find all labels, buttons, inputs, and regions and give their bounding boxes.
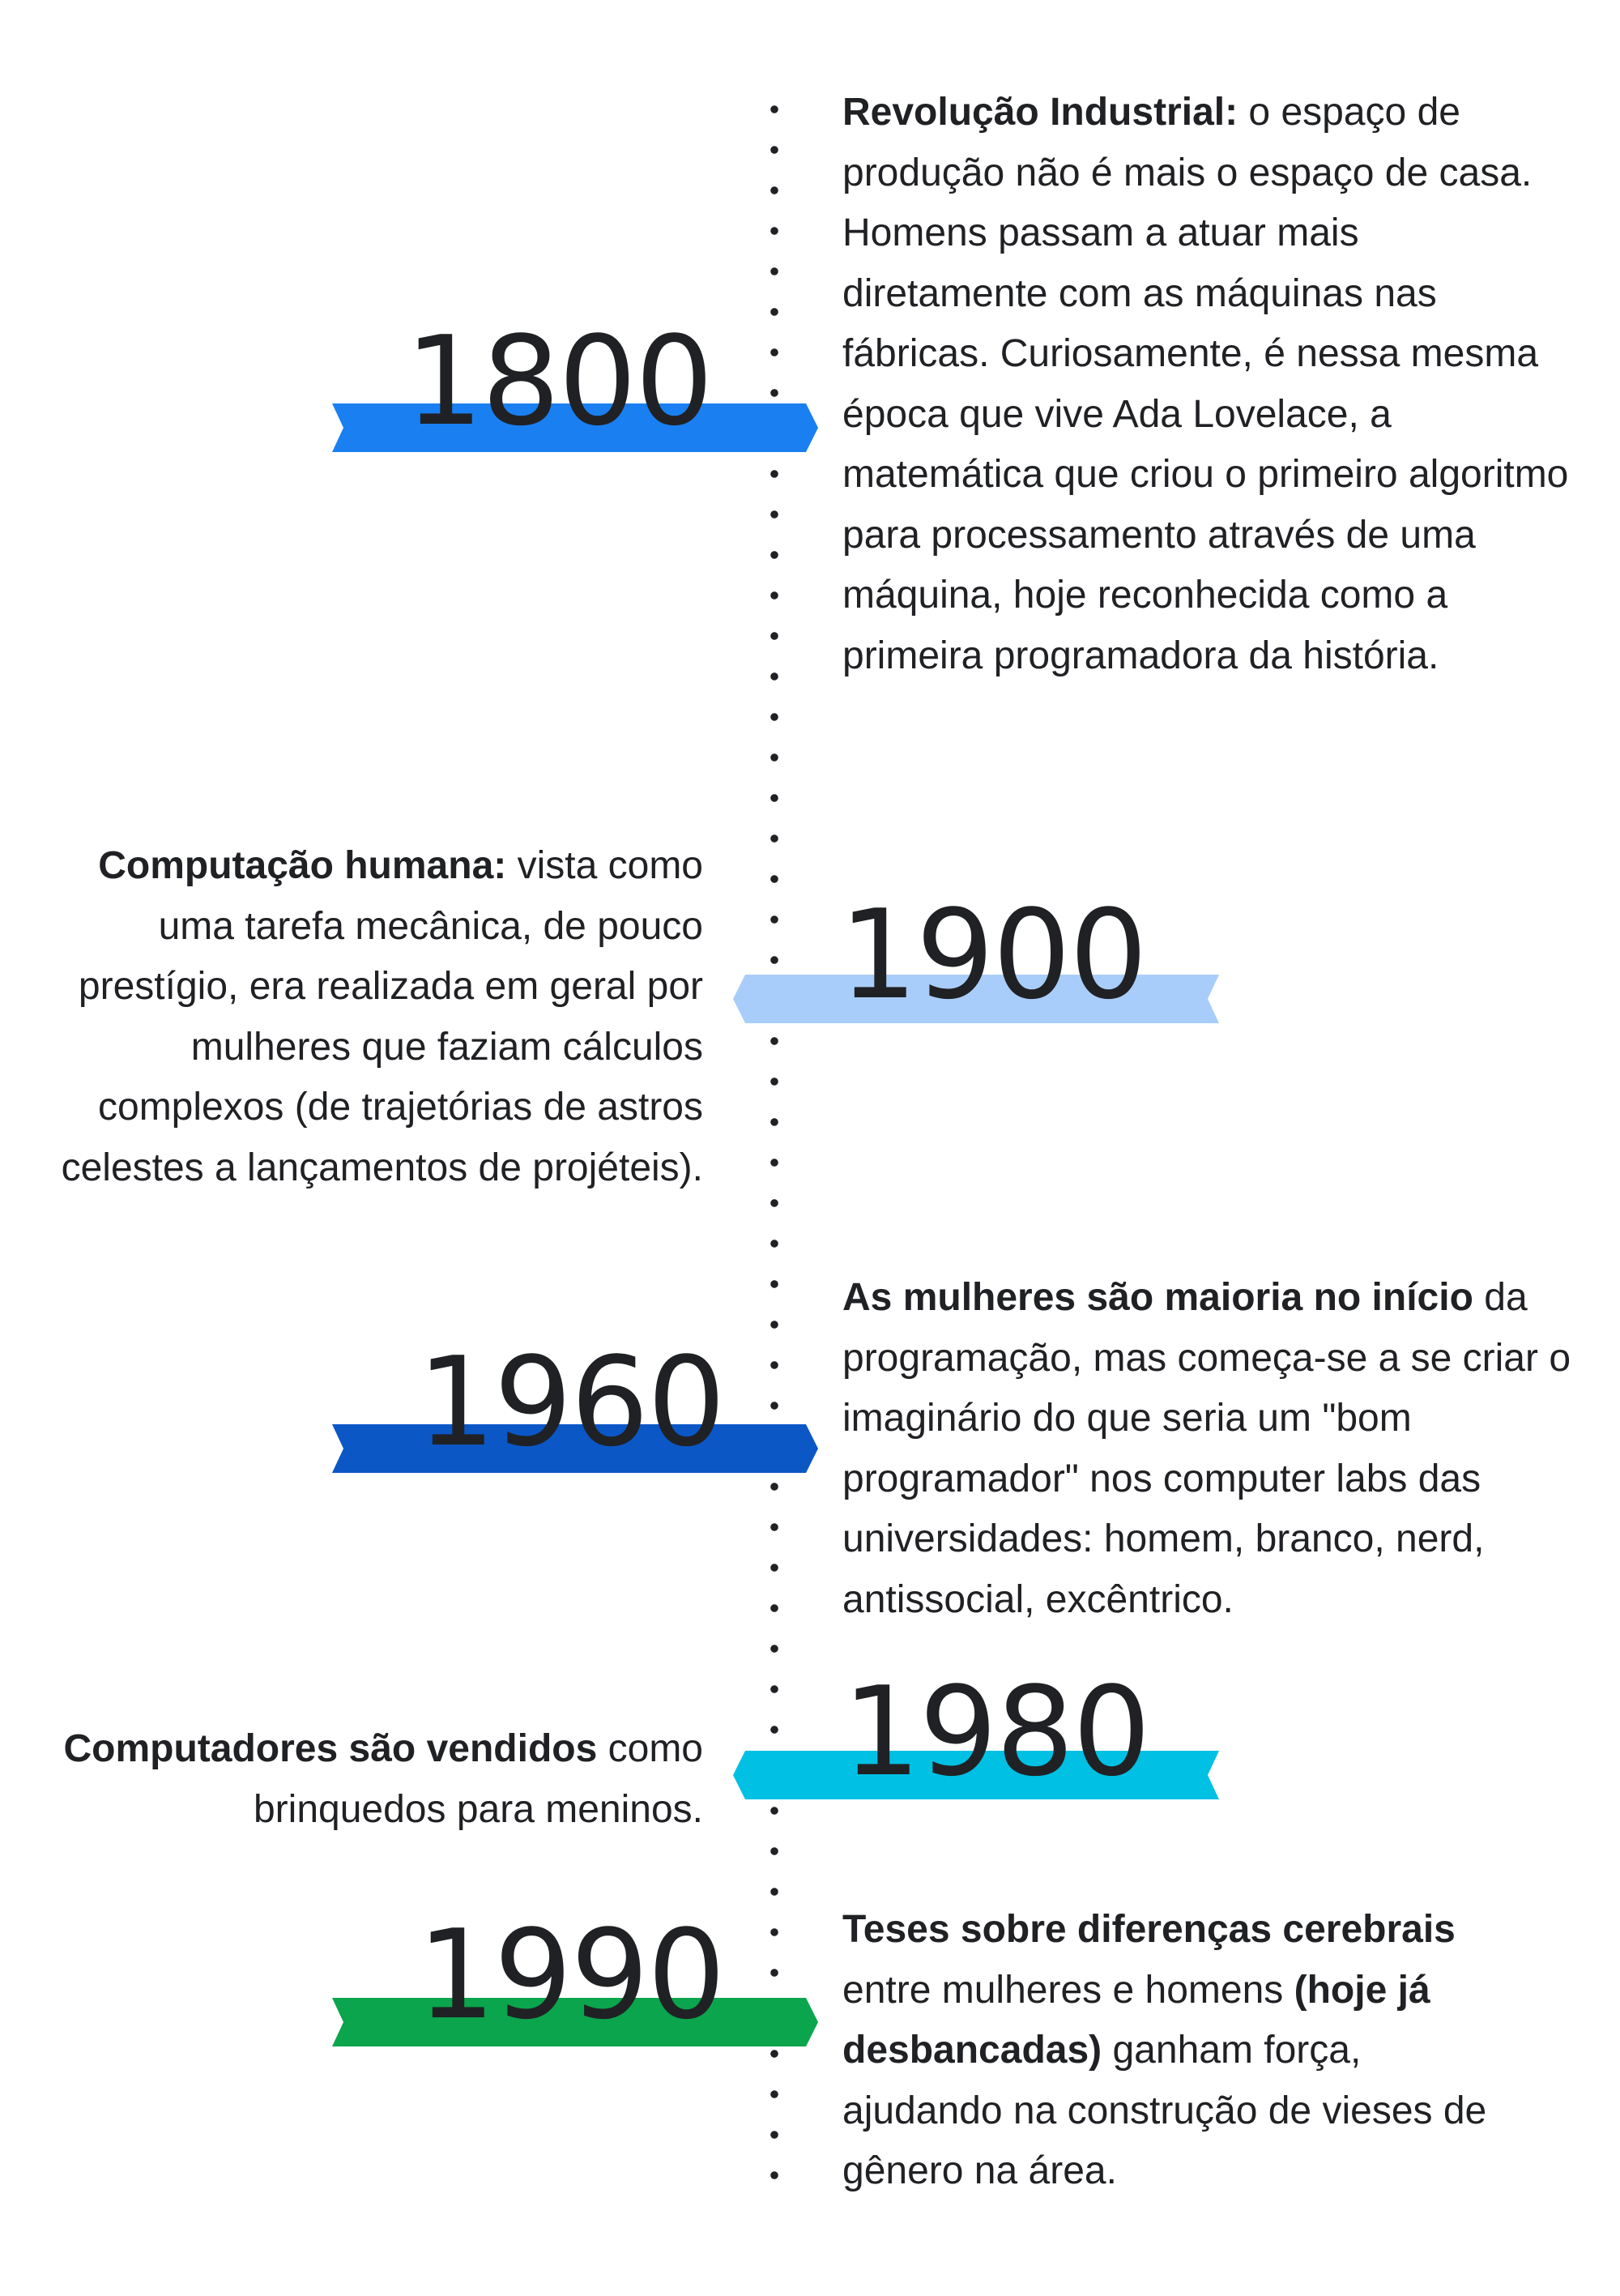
event-1990-rest2: ganham força, ajudando na construção de vieses de gênero na área. <box>842 2029 1487 2192</box>
event-1800-bold: Revolução Industrial: <box>842 91 1238 134</box>
event-1800-rest: o espaço de produção não é mais o espaço de casa. Homens passam a atuar mais diretamente com as máquinas nas fábricas. Curiosamente, é nessa mesma época que vive Ada Lovelace, a matemática que criou o primeiro algoritmo para processamento através de uma máquina, hoje reconhecida como a primeira programadora da história. <box>842 91 1569 677</box>
year-1990: 1990 <box>417 1903 724 2046</box>
year-1980: 1980 <box>842 1660 1149 1803</box>
event-1960-text <box>842 1268 1571 1630</box>
event-1990-text <box>842 1900 1507 2202</box>
year-1900: 1900 <box>839 883 1146 1026</box>
event-1990-bold: Teses sobre diferenças cerebrais <box>842 1908 1456 1951</box>
event-1960-rest: da programação, mas começa-se a se criar o imaginário do que seria um "bom programador" nos computer labs das universidades: homem, branco, nerd, antissocial, excêntrico. <box>842 1276 1571 1621</box>
event-1990-rest: entre mulheres e homens <box>842 1968 1294 2012</box>
year-1800: 1800 <box>405 309 712 453</box>
event-1980-text <box>16 1719 703 1840</box>
event-1980-rest: como brinquedos para meninos. <box>253 1727 703 1831</box>
event-1990-bold2: (hoje já desbancadas) <box>842 1968 1430 2072</box>
event-1900-rest: vista como uma tarefa mecânica, de pouco prestígio, era realizada em geral por mulheres que faziam cálculos complexos (de trajetórias de astros celestes a lançamentos de projéteis). <box>61 844 703 1189</box>
event-1960-bold: As mulheres são maioria no início <box>842 1276 1473 1319</box>
event-1900-text <box>16 836 703 1198</box>
year-1960: 1960 <box>417 1330 724 1474</box>
event-1980-bold: Computadores são vendidos <box>63 1727 598 1770</box>
event-1800-text <box>842 83 1571 686</box>
event-1900-bold: Computação humana: <box>98 844 507 887</box>
